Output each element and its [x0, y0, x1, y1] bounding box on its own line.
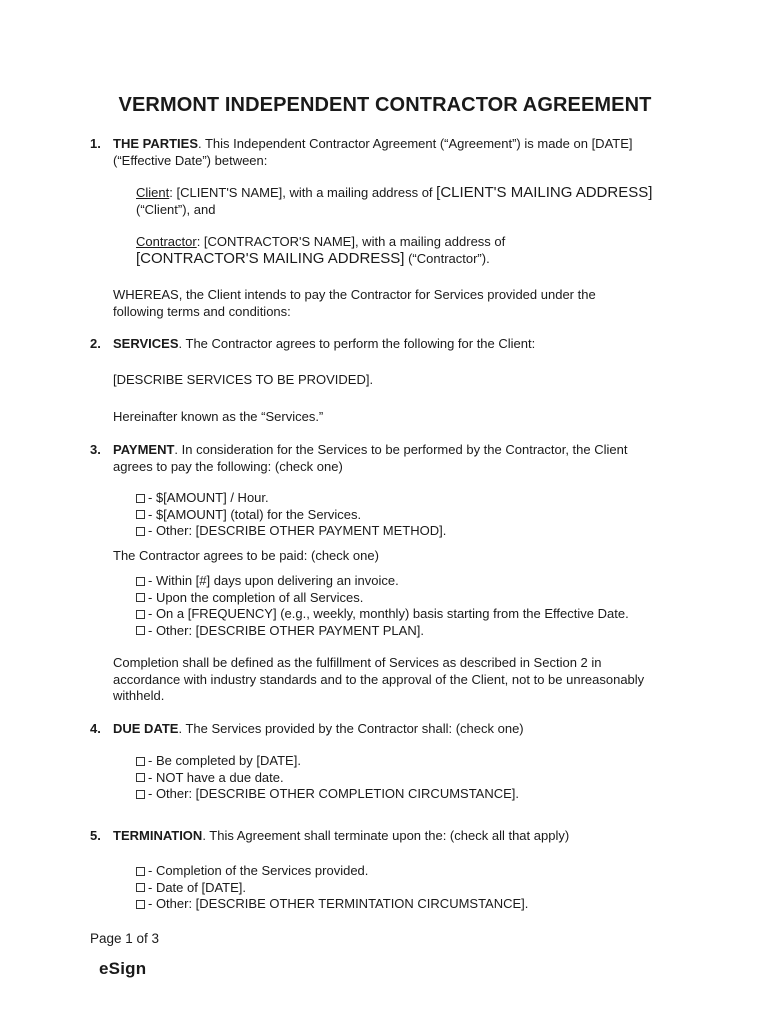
completion-paragraph [113, 655, 703, 705]
whereas-text: WHEREAS, the Client intends to pay the Contractor for Services provided under the [113, 287, 596, 302]
option-label: - Date of [DATE]. [148, 879, 247, 895]
section-heading: THE PARTIES [113, 136, 198, 151]
section-number: 1. [90, 136, 101, 151]
services-definition: Hereinafter known as the “Services.” [113, 409, 324, 424]
termination-options [136, 863, 528, 913]
completion-text: withheld. [113, 688, 165, 704]
section-text: (“Effective Date”) between: [113, 152, 268, 168]
checkbox-option[interactable] [136, 573, 629, 590]
checkbox-icon[interactable] [136, 900, 145, 909]
client-text: (“Client”), and [136, 201, 216, 217]
option-label: - Other: [DESCRIBE OTHER COMPLETION CIRCUMSTANCE]. [148, 786, 520, 802]
checkbox-option[interactable] [136, 753, 519, 770]
paid-intro: The Contractor agrees to be paid: (check one) [113, 548, 379, 563]
payment-amount-options [136, 490, 446, 540]
contractor-address-placeholder: [CONTRACTOR'S MAILING ADDRESS] [136, 249, 405, 267]
client-address-placeholder: [CLIENT'S MAILING ADDRESS] [436, 184, 653, 201]
checkbox-option[interactable] [136, 880, 528, 897]
contractor-label: Contractor [136, 234, 197, 249]
checkbox-icon[interactable] [136, 577, 145, 586]
checkbox-icon[interactable] [136, 610, 145, 619]
completion-text: Completion shall be defined as the fulfillment of Services as described in Section 2 in [113, 655, 602, 670]
checkbox-icon[interactable] [136, 527, 145, 536]
section-number: 4. [90, 721, 101, 736]
section-number: 5. [90, 828, 101, 843]
section-number: 3. [90, 442, 101, 457]
section-heading: SERVICES [113, 336, 179, 351]
section-text: . This Independent Contractor Agreement (“Agreement”) is made on [DATE] [198, 136, 633, 151]
option-label: - NOT have a due date. [148, 769, 284, 785]
checkbox-icon[interactable] [136, 867, 145, 876]
section-text: . The Services provided by the Contractor shall: (check one) [178, 721, 524, 736]
client-text: : [CLIENT'S NAME], with a mailing address of [169, 185, 437, 200]
section-text: . This Agreement shall terminate upon the: (check all that apply) [202, 828, 570, 843]
document-title: VERMONT INDEPENDENT CONTRACTOR AGREEMENT [118, 94, 652, 116]
due-date-options [136, 753, 519, 803]
completion-text: accordance with industry standards and to the approval of the Client, not to be unreasonably [113, 671, 645, 687]
contractor-text: (“Contractor”). [404, 250, 490, 266]
services-placeholder: [DESCRIBE SERVICES TO BE PROVIDED]. [113, 372, 374, 387]
page-number: Page 1 of 3 [90, 931, 160, 946]
option-label: - $[AMOUNT] / Hour. [148, 490, 269, 505]
section-due-date [113, 721, 693, 738]
option-label: - On a [FREQUENCY] (e.g., weekly, monthly) basis starting from the Effective Date. [148, 606, 629, 622]
checkbox-icon[interactable] [136, 626, 145, 635]
checkbox-icon[interactable] [136, 773, 145, 782]
checkbox-option[interactable] [136, 786, 519, 803]
section-heading: DUE DATE [113, 721, 179, 736]
checkbox-option[interactable] [136, 507, 446, 524]
section-parties [113, 136, 693, 169]
option-label: - Upon the completion of all Services. [148, 589, 364, 605]
checkbox-option[interactable] [136, 863, 528, 880]
section-heading: PAYMENT [113, 442, 175, 457]
checkbox-icon[interactable] [136, 593, 145, 602]
contractor-text: : [CONTRACTOR'S NAME], with a mailing address of [196, 234, 506, 249]
section-payment [113, 442, 693, 475]
checkbox-icon[interactable] [136, 510, 145, 519]
option-label: - Completion of the Services provided. [148, 863, 369, 878]
checkbox-option[interactable] [136, 770, 519, 787]
client-label: Client [136, 185, 170, 200]
checkbox-icon[interactable] [136, 494, 145, 503]
checkbox-icon[interactable] [136, 790, 145, 799]
payment-schedule-options [136, 573, 629, 639]
section-text: agrees to pay the following: (check one) [113, 458, 343, 474]
section-text: . The Contractor agrees to perform the following for the Client: [178, 336, 536, 351]
option-label: - $[AMOUNT] (total) for the Services. [148, 506, 362, 522]
checkbox-icon[interactable] [136, 883, 145, 892]
option-label: - Within [#] days upon delivering an invoice. [148, 573, 399, 588]
whereas-paragraph [113, 287, 693, 320]
checkbox-option[interactable] [136, 490, 446, 507]
checkbox-icon[interactable] [136, 757, 145, 766]
checkbox-option[interactable] [136, 523, 446, 540]
option-label: - Other: [DESCRIBE OTHER PAYMENT METHOD]. [148, 523, 447, 539]
section-number: 2. [90, 336, 101, 351]
section-heading: TERMINATION [113, 828, 203, 843]
checkbox-option[interactable] [136, 606, 629, 623]
section-text: . In consideration for the Services to be performed by the Contractor, the Client [174, 442, 628, 457]
whereas-text: following terms and conditions: [113, 303, 291, 319]
option-label: - Other: [DESCRIBE OTHER TERMINTATION CIRCUMSTANCE]. [148, 896, 529, 912]
client-clause [136, 185, 696, 218]
section-termination [113, 828, 693, 845]
contractor-clause [136, 234, 696, 267]
section-services [113, 336, 693, 353]
option-label: - Other: [DESCRIBE OTHER PAYMENT PLAN]. [148, 622, 424, 638]
checkbox-option[interactable] [136, 623, 629, 640]
checkbox-option[interactable] [136, 896, 528, 913]
option-label: - Be completed by [DATE]. [148, 753, 301, 768]
checkbox-option[interactable] [136, 590, 629, 607]
esign-logo: eSign [99, 959, 147, 978]
